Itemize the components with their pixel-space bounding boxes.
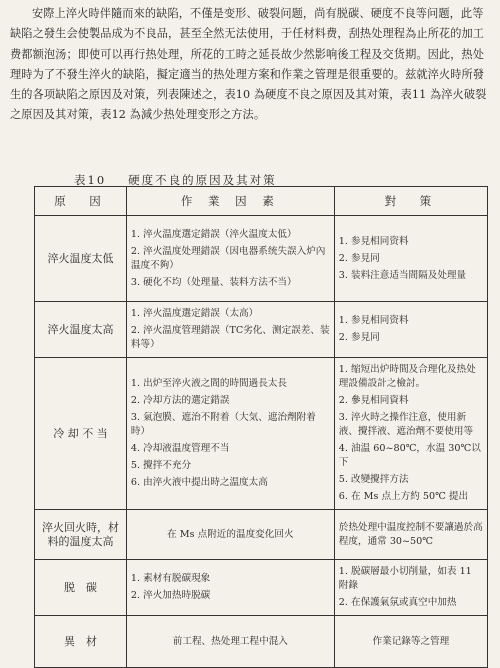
cause-cell: 淬火温度太低 <box>35 216 127 302</box>
intro-paragraph: 安際上淬火時伴隨而來的缺陷，不僅是变形、破裂问题，尚有脱碳、硬度不良等问题，此等缺陷之發生会使製品成为不良品，甚至全然无法使用，于任材料费，刮热处理程為止所花的加工费都额泡汤；即使可以再行热处理，所花的工時之延長故少然影响後工程及交货期。因此，热处理時为了不發生淬火的缺陷，擬定適当的热处理方案和作業之管理是很重要的。兹就淬火時所發生的各项缺陷之原因及对策，列表陳述之，表10 為硬度不良之原因及其对策，表11 為淬火破裂之原因及其对策，表12 為減少热处理变形之方法。 <box>10 7 487 122</box>
header-cause: 原 因 <box>35 187 127 216</box>
table-header-row <box>35 187 488 216</box>
hardness-defect-table <box>34 186 488 668</box>
measure-item: 1. 参見相同资料 <box>338 315 409 326</box>
work-factor-item: 2. 淬火温度处理錯誤（因电器系统失誤入炉內温度不夠） <box>130 245 326 271</box>
measure-item: 於热处理中温度控制不要讓過於高程度，通常 30~50℃ <box>338 521 483 547</box>
measure-cell <box>334 616 487 668</box>
work-factor-item: 1. 淬火温度選定錯誤（太高） <box>130 308 259 319</box>
work-factor-item: 3. 氣泡膜、遮治不附着（大気、遮治劑附着時） <box>130 412 316 437</box>
table-row <box>35 216 488 302</box>
measure-item: 6. 在 Ms 点上方約 50℃ 提出 <box>338 491 469 502</box>
work-factor-item: 在 Ms 点附近的温度変化回火 <box>167 528 294 540</box>
work-factor-cell <box>126 510 334 560</box>
work-factor-cell <box>126 560 334 616</box>
work-factor-item: 前工程、热处理工程中混入 <box>172 635 288 647</box>
work-factor-cell <box>126 216 334 302</box>
measure-item: 3. 淬火時之操作注意，使用新液、攪拌液、遮治劑不要使用等 <box>338 412 474 437</box>
measure-cell <box>334 358 487 510</box>
work-factor-item: 4. 冷却液温度管理不当 <box>130 443 230 454</box>
measure-cell <box>334 560 487 616</box>
measure-item: 3. 装料注意适当間隔及处理量 <box>338 269 467 281</box>
table-number: 表10 <box>74 173 107 187</box>
measure-item: 作業记錄等之管理 <box>372 635 450 647</box>
cause-cell: 淬火温度太高 <box>35 302 127 358</box>
work-factor-item: 1. 淬火温度選定錯誤（淬火温度太低） <box>130 228 297 240</box>
header-measures: 對 策 <box>334 187 487 216</box>
measure-cell <box>334 510 487 560</box>
measure-item: 1. 缩短出炉時間及合理化及热处理設備設計之檢討。 <box>338 364 476 389</box>
measure-item: 5. 改變攪拌方法 <box>338 474 409 485</box>
table-row <box>35 560 488 616</box>
table-row <box>35 302 488 358</box>
cause-cell: 異 材 <box>35 616 127 668</box>
measure-cell <box>334 216 487 302</box>
cause-cell: 冷 却 不 当 <box>35 358 127 510</box>
table-row <box>35 358 488 510</box>
work-factor-item: 2. 淬火温度管理錯誤（TC劣化、测定誤差、装料等） <box>130 325 330 350</box>
work-factor-item: 6. 由淬火液中提出時之温度太高 <box>130 477 268 488</box>
work-factor-item: 5. 攪拌不充分 <box>130 460 192 471</box>
measure-item: 1. 参見相同资料 <box>338 235 409 247</box>
work-factor-item: 1. 出炉至淬火液之間的時間過長太長 <box>130 378 288 389</box>
measure-item: 4. 油温 60~80℃，水温 30℃以下 <box>338 443 481 468</box>
measure-item: 2. 参見同 <box>338 252 380 264</box>
header-work-factors: 作 業 因 素 <box>126 187 334 216</box>
work-factor-item: 2. 淬火加热時脱碳 <box>130 590 211 601</box>
table-row <box>35 510 488 560</box>
work-factor-cell <box>126 358 334 510</box>
measure-item: 2. 在保護氣氛或真空中加热 <box>338 597 457 608</box>
measure-item: 2. 参見同 <box>338 332 380 343</box>
work-factor-item: 1. 素材有脱碳現象 <box>130 573 211 584</box>
measure-cell <box>334 302 487 358</box>
table-caption: 硬度不良的原因及其对策 <box>128 173 277 187</box>
measure-item: 1. 脱碳層最小切削量，如表 11 附錄 <box>338 566 472 591</box>
work-factor-item: 2. 冷却方法的選定錯誤 <box>130 395 230 406</box>
measure-item: 2. 參見相同資料 <box>338 395 409 406</box>
cause-cell: 脱 碳 <box>35 560 127 616</box>
work-factor-cell <box>126 616 334 668</box>
table-row <box>35 616 488 668</box>
work-factor-item: 3. 硬化不均（处理量、装料方法不当） <box>130 276 297 288</box>
cause-cell: 淬火回火時，材料的温度太高 <box>35 510 127 560</box>
work-factor-cell <box>126 302 334 358</box>
